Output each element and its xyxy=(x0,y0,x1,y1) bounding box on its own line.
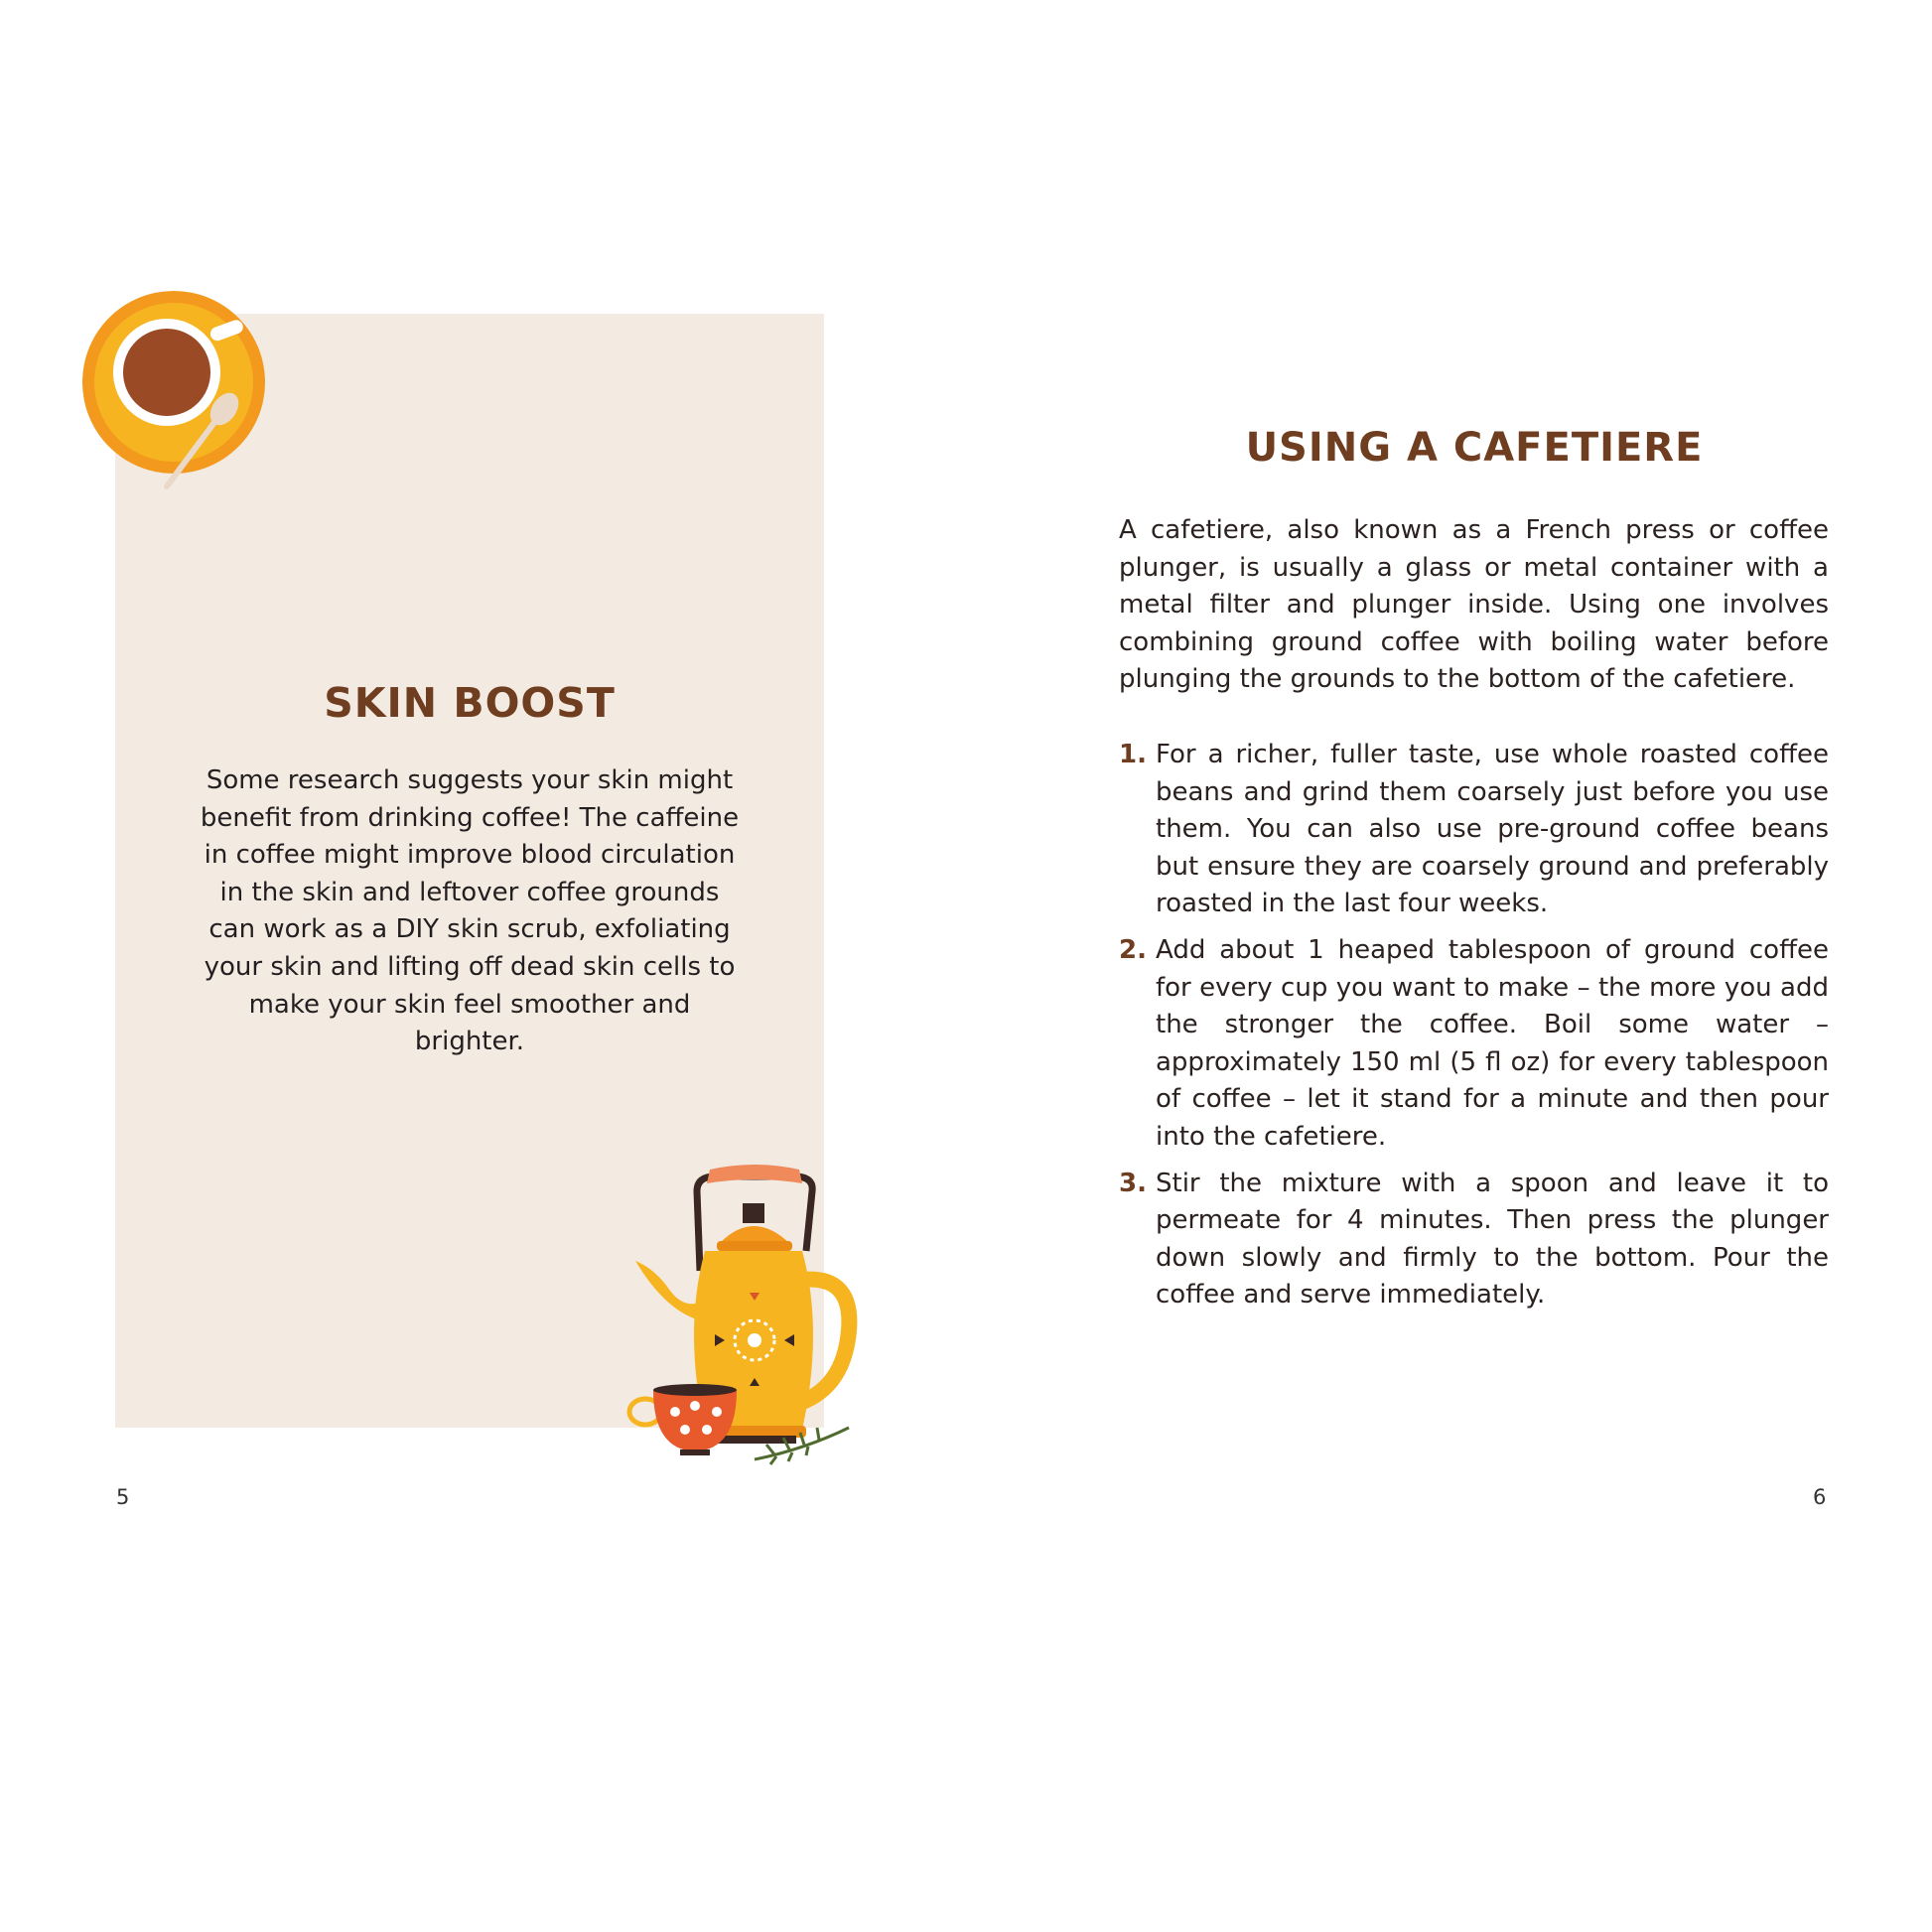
list-item xyxy=(1119,1166,1829,1314)
step-number: 2. xyxy=(1119,934,1147,965)
step-text: For a richer, fuller taste, use whole roasted coffee beans and grind them coarsely just before you use them. You can also use pre-ground coffee beans but ensure they are coarsely ground and preferably roasted in the last four weeks. xyxy=(1156,740,1829,919)
page-title: USING A CAFETIERE xyxy=(1245,425,1704,471)
page-number-right: 6 xyxy=(1813,1485,1827,1509)
step-text: Add about 1 heaped tablespoon of ground coffee for every cup you want to make – the more you add the stronger the coffee. Boil some water – approximately 150 ml (5 fl oz) for every tablespoon of coffee – let it stand for a minute and then pour into the cafetiere. xyxy=(1156,934,1829,1152)
step-number: 1. xyxy=(1119,740,1147,769)
sidebar-body-text: Some research suggests your skin might benefit from drinking coffee! The caffeine in coffee might improve blood circulation in the skin and leftover coffee grounds can work as a DIY skin scrub, exfoliating your skin and lifting off dead skin cells to make your skin feel smoother and brighter. xyxy=(200,765,740,1057)
page-number-left: 5 xyxy=(116,1485,130,1509)
sidebar-title: SKIN BOOST xyxy=(324,679,616,727)
coffee-cup-top-view-icon xyxy=(79,288,278,506)
step-number: 3. xyxy=(1119,1168,1147,1198)
steps-list xyxy=(1119,737,1829,1323)
teapot-and-cup-icon xyxy=(625,1152,884,1469)
list-item xyxy=(1119,932,1829,1157)
list-item xyxy=(1119,737,1829,923)
intro-paragraph: A cafetiere, also known as a French press or coffee plunger, is usually a glass or metal container with a metal filter and plunger inside. Using one involves combining ground coffee with boiling water before plunging the grounds to the bottom of the cafetiere. xyxy=(1119,515,1829,695)
step-text: Stir the mixture with a spoon and leave it to permeate for 4 minutes. Then press the plunger down slowly and firmly to the bottom. Pour the coffee and serve immediately. xyxy=(1156,1168,1829,1311)
